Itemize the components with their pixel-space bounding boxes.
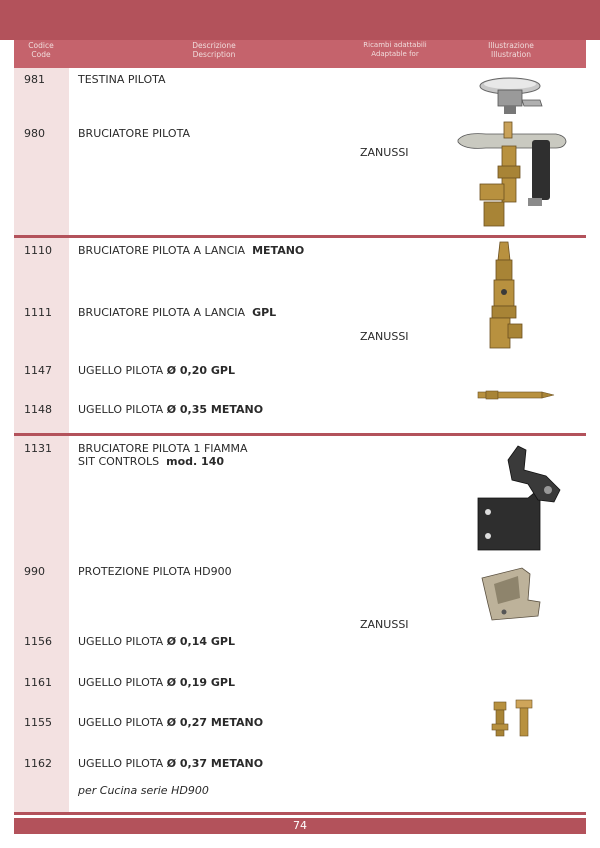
pilot-burner-image xyxy=(456,118,568,230)
code-1155: 1155 xyxy=(24,716,52,729)
desc-1148: UGELLO PILOTA Ø 0,35 METANO xyxy=(78,403,264,416)
lance-pilot-burner-image xyxy=(484,240,524,356)
code-1148: 1148 xyxy=(24,403,52,416)
desc-1155: UGELLO PILOTA Ø 0,27 METANO xyxy=(78,716,264,729)
brand-section-3: ZANUSSI xyxy=(360,618,409,631)
desc-990: PROTEZIONE PILOTA HD900 xyxy=(78,565,232,578)
pilot-nozzles-image xyxy=(488,698,540,744)
page-footer xyxy=(14,818,586,834)
desc-1156: UGELLO PILOTA Ø 0,14 GPL xyxy=(78,635,235,648)
code-1131: 1131 xyxy=(24,442,52,455)
code-981: 981 xyxy=(24,73,45,86)
desc-980: BRUCIATORE PILOTA xyxy=(78,127,190,140)
pilot-guard-image xyxy=(478,564,544,622)
series-note: per Cucina serie HD900 xyxy=(78,784,209,797)
code-990: 990 xyxy=(24,565,45,578)
desc-1111: BRUCIATORE PILOTA A LANCIA GPL xyxy=(78,306,277,319)
section-separator xyxy=(14,433,586,436)
section-separator xyxy=(14,235,586,238)
page-number: 74 xyxy=(293,819,307,832)
code-1162: 1162 xyxy=(24,757,52,770)
code-1147: 1147 xyxy=(24,364,52,377)
code-1111: 1111 xyxy=(24,306,52,319)
section-separator xyxy=(14,812,586,815)
code-1110: 1110 xyxy=(24,244,52,257)
code-980: 980 xyxy=(24,127,45,140)
header-illustration: Illustrazione Illustration xyxy=(488,41,534,59)
header-code: Codice Code xyxy=(28,41,54,59)
desc-1162: UGELLO PILOTA Ø 0,37 METANO xyxy=(78,757,264,770)
pilot-nozzle-image xyxy=(476,388,558,402)
code-1161: 1161 xyxy=(24,676,52,689)
desc-1131: BRUCIATORE PILOTA 1 FIAMMA SIT CONTROLS mod. 140 xyxy=(78,442,248,468)
brand-section-1: ZANUSSI xyxy=(360,146,409,159)
table-header xyxy=(14,40,586,68)
desc-1110: BRUCIATORE PILOTA A LANCIA METANO xyxy=(78,244,305,257)
top-bar xyxy=(0,0,600,40)
header-description: Descrizione Description xyxy=(192,41,236,59)
brand-section-2: ZANUSSI xyxy=(360,330,409,343)
code-column-background xyxy=(14,68,69,812)
code-1156: 1156 xyxy=(24,635,52,648)
desc-1147: UGELLO PILOTA Ø 0,20 GPL xyxy=(78,364,235,377)
single-flame-pilot-bracket-image xyxy=(468,440,568,554)
desc-1161: UGELLO PILOTA Ø 0,19 GPL xyxy=(78,676,235,689)
desc-981: TESTINA PILOTA xyxy=(78,73,166,86)
pilot-head-image xyxy=(474,72,550,118)
header-adaptable: Ricambi adattabili Adaptable for xyxy=(363,41,427,58)
